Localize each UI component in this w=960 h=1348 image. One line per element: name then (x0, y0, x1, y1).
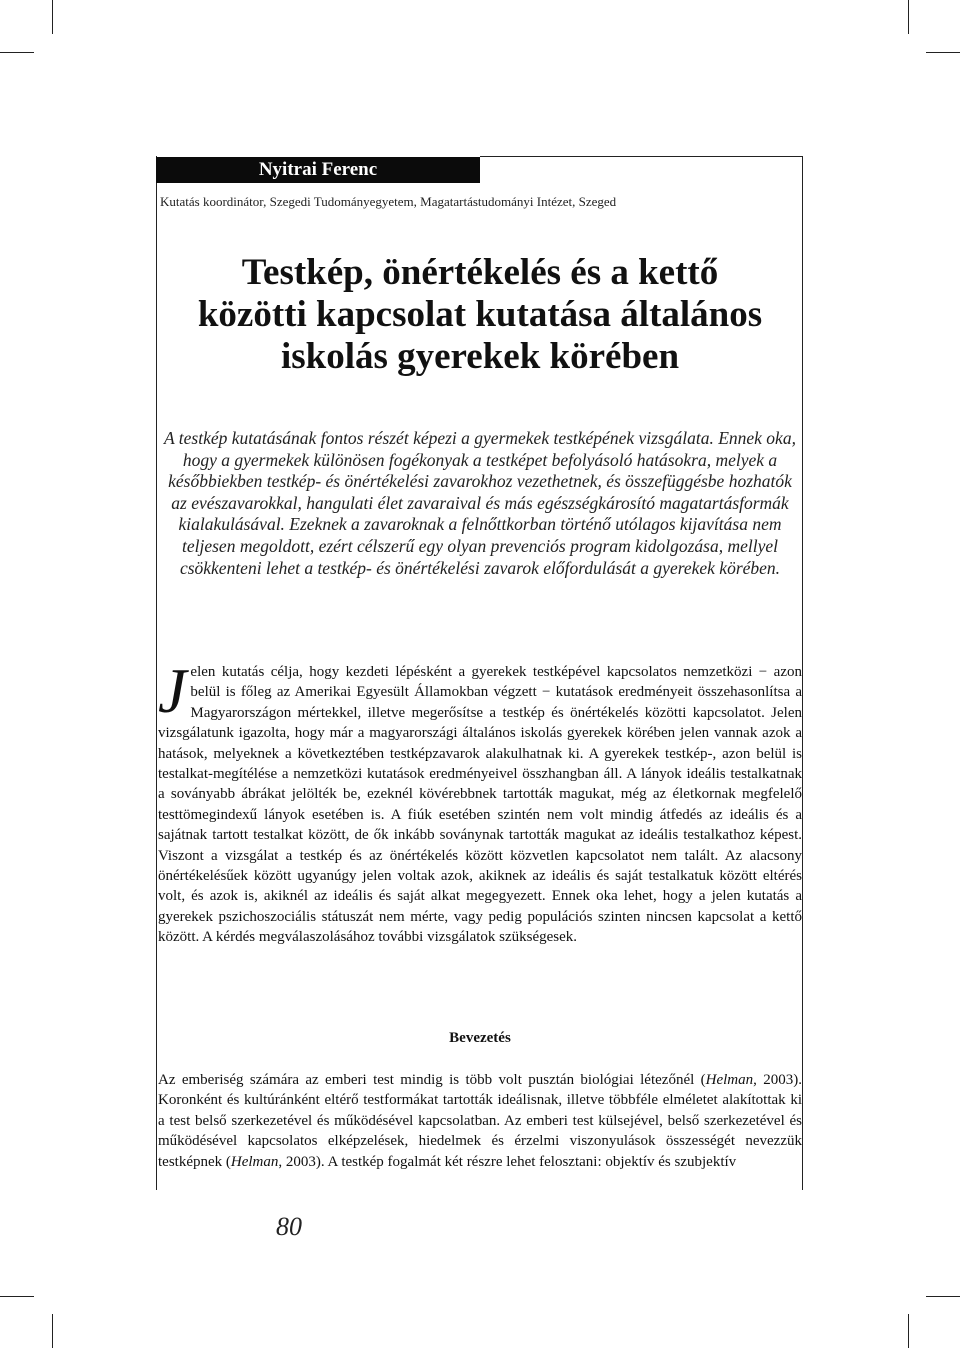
article-title (156, 252, 804, 378)
intro-text: Az emberiség számára az emberi test mindig is több volt pusztán biológiai létezőnél ( (158, 1072, 706, 1088)
title-line: közötti kapcsolat kutatása általános (197, 294, 763, 335)
abstract: A testkép kutatásának fontos részét képezi a gyermekek testképének vizsgálata. Ennek oka, hogy a gyermekek különösen fogékonyak a testképet befolyásoló hatásokra, melyek a későbbiekben testkép- és önértékelési zavarokhoz vezethetnek, és összefüggésbe hozhatók az evészavarokkal, hangulati élet zavaraival és más egészségkárosító magatartásformák kialakulásával. Ezeknek a zavaroknak a felnőttkorban történő utólagos kijavítása nem teljesen megoldott, ezért célszerű egy olyan prevenciós program kidolgozása, mellyel csökkenteni lehet a testkép- és önértékelési zavarok előfordulását a gyerekek körében. (164, 428, 796, 578)
summary-text: elen kutatás célja, hogy kezdeti lépésként a gyerekek testképével kapcsolatos nemzetközi − azon belül is főleg az Amerikai Egyesült Államokban végzett − kutatások eredményeit összehasonlítsa a Magyarországon mértekkel, illetve megerősítse a testkép és önértékelés közötti kapcsolatot. Jelen vizsgálatunk igazolta, hogy már a magyarországi általános iskolás gyerekek körében jelen vannak azok a hatások, melyeknek a következtében testképzavarok alakulhatnak ki. A gyerekek testkép-, azon belül is testalkat-megítélése a nemzetközi kutatások eredményeivel összhangban áll. A lányok ideális testalkatnak a soványabb ábrákat jelölték be, ezeknél kövérebbnek tartották magukat, még az életkornak megfelelő testtömegindexű lányok esetében is. A fiúk esetében szintén nem volt mindig átfedés az ideális és a sajátnak tartott testalkat között, de ők inkább soványnak tartották magukat az ideális testalkathoz képest. Viszont a vizsgálat a testkép és az önértékelés között közvetlen kapcsolatot nem talált. Az alacsony önértékelésűek között ugyanúgy jelen voltak azok, akiknek az ideális és saját testalkatuk között eltérés volt, és azok is, akiknél az ideális és saját alkat megegyezett. Ennek oka lehet, hogy a jelen kutatás a gyerekek pszichoszociális státuszát nem mérte, vagy pedig populációs szinten nincsen kapcsolat a kettő között. A kérdés megválaszolásához további vizsgálatok szükségesek. (158, 664, 802, 946)
header-rule (480, 156, 803, 157)
intro-text: , 2003). Koronként és kultúránként eltérő testformákat tartották ideálisnak, illetve többféle elméletet alakítottak ki a test belső szerkezetével és működésével kapcsolatban. Az emberi test külsejével, belső szerkezetével és működésével kapcsolatos elképzelések, hiedelmek és érzelmi viszonyulások összességét nevezzük testképnek ( (158, 1072, 803, 1170)
summary-paragraph (158, 655, 802, 948)
citation-author: Helman (230, 1153, 279, 1170)
crop-mark (926, 52, 960, 53)
crop-mark (52, 1314, 53, 1348)
crop-mark (908, 1314, 909, 1348)
citation-author: Helman (705, 1072, 754, 1088)
intro-text: , 2003). A testkép fogalmát két részre lehet felosztani: objektív és szubjektív (278, 1153, 737, 1170)
title-line: iskolás gyerekek körében (280, 336, 680, 377)
drop-cap: J (158, 655, 187, 726)
crop-mark (908, 0, 909, 34)
crop-mark (0, 1296, 34, 1297)
crop-mark (926, 1296, 960, 1297)
section-heading: Bevezetés (449, 1030, 511, 1046)
author-affiliation: Kutatás koordinátor, Szegedi Tudományegyetem, Magatartástudományi Intézet, Szeged (160, 194, 617, 209)
intro-paragraph (158, 1070, 802, 1172)
author-name: Nyitrai Ferenc (156, 157, 480, 183)
crop-mark (0, 52, 34, 53)
title-line: Testkép, önértékelés és a kettő (241, 252, 719, 293)
crop-mark (52, 0, 53, 34)
page-number: 80 (276, 1212, 302, 1241)
